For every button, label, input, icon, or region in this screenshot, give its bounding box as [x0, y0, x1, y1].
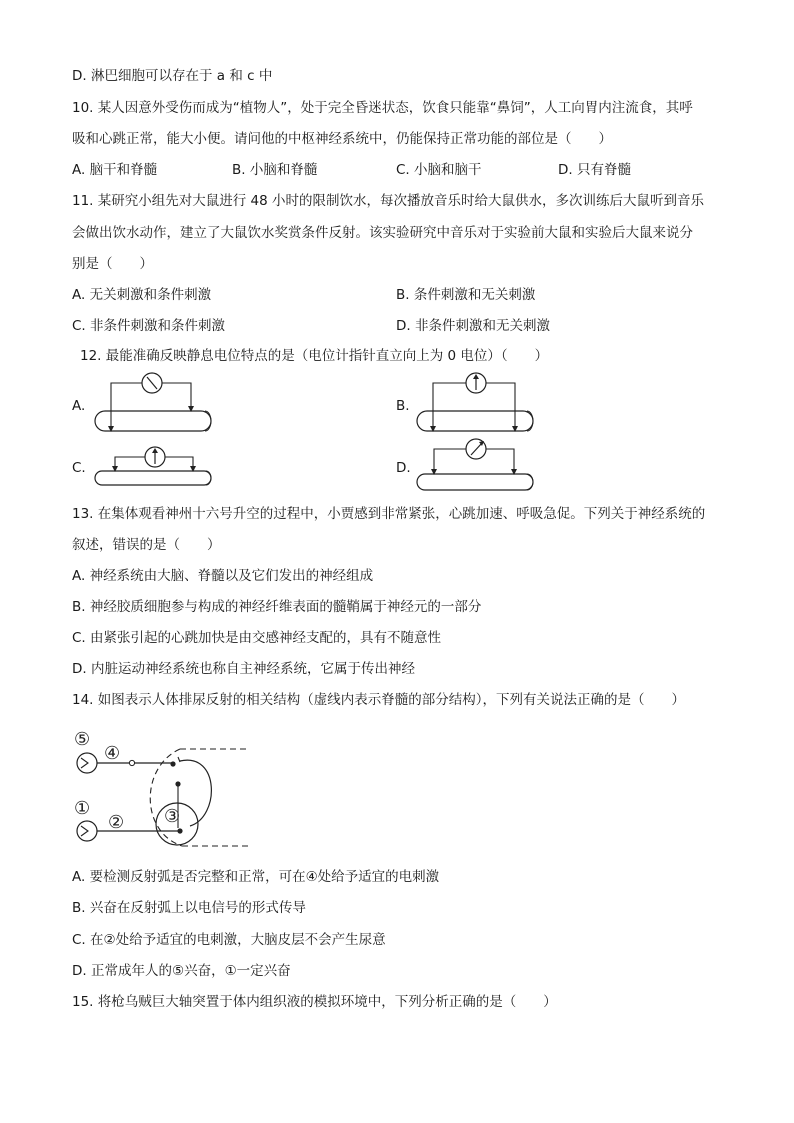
q14-option-c: C. 在②处给予适宜的电刺激，大脑皮层不会产生尿意: [72, 932, 386, 948]
q11-stem-line1: 11. 某研究小组先对大鼠进行 48 小时的限制饮水，每次播放音乐时给大鼠供水，多次训练后大鼠听到音乐: [72, 193, 705, 209]
q12-option-c-diagram: [90, 440, 220, 488]
q10-option-a: A. 脑干和脊髓: [72, 162, 158, 178]
q13-stem-line1: 13. 在集体观看神州十六号升空的过程中，小贾感到非常紧张，心跳加速、呼吸急促。下列关于神经系统的: [72, 506, 706, 522]
q15-stem: 15. 将枪乌贼巨大轴突置于体内组织液的模拟环境中，下列分析正确的是（ ）: [72, 994, 557, 1010]
q11-option-d: D. 非条件刺激和无关刺激: [396, 318, 550, 334]
q12-option-a-label: A.: [72, 398, 86, 414]
q11-stem-line3: 别是（ ）: [72, 256, 153, 272]
q10-option-d: D. 只有脊髓: [558, 162, 631, 178]
q12-option-b-label: B.: [396, 398, 410, 414]
q9-option-d: D. 淋巴细胞可以存在于 a 和 c 中: [72, 68, 273, 84]
q14-label-3: ③: [164, 806, 181, 827]
q14-label-2: ②: [108, 812, 125, 833]
q12-option-d-label: D.: [396, 460, 411, 476]
q14-stem: 14. 如图表示人体排尿反射的相关结构（虚线内表示脊髓的部分结构），下列有关说法正确的是（ ）: [72, 692, 686, 708]
q14-label-4: ④: [104, 743, 121, 764]
q13-option-c: C. 由紧张引起的心跳加快是由交感神经支配的，具有不随意性: [72, 630, 442, 646]
q10-stem-line1: 10. 某人因意外受伤而成为“植物人”，处于完全昏迷状态，饮食只能靠“鼻饲”，人工向胃内注流食，其呼: [72, 100, 693, 116]
q14-option-a: A. 要检测反射弧是否完整和正常，可在④处给予适宜的电刺激: [72, 869, 440, 885]
q12-option-c-label: C.: [72, 460, 86, 476]
q11-stem-line2: 会做出饮水动作，建立了大鼠饮水奖赏条件反射。该实验研究中音乐对于实验前大鼠和实验后大鼠来说分: [72, 225, 693, 241]
q14-option-d: D. 正常成年人的⑤兴奋，①一定兴奋: [72, 963, 291, 979]
q13-stem-line2: 叙述，错误的是（ ）: [72, 537, 221, 553]
q13-option-d: D. 内脏运动神经系统也称自主神经系统，它属于传出神经: [72, 661, 415, 677]
q12-option-a-diagram: [90, 370, 220, 438]
q12-stem: 12. 最能准确反映静息电位特点的是（电位计指针直立向上为 0 电位）（ ）: [80, 348, 549, 364]
q14-label-1: ①: [74, 798, 91, 819]
q10-option-c: C. 小脑和脑干: [396, 162, 482, 178]
q10-option-b: B. 小脑和脊髓: [232, 162, 318, 178]
q13-option-a: A. 神经系统由大脑、脊髓以及它们发出的神经组成: [72, 568, 374, 584]
q10-stem-line2: 吸和心跳正常，能大小便。请问他的中枢神经系统中，仍能保持正常功能的部位是（ ）: [72, 131, 612, 147]
q11-option-c: C. 非条件刺激和条件刺激: [72, 318, 226, 334]
q11-option-b: B. 条件刺激和无关刺激: [396, 287, 536, 303]
q14-option-b: B. 兴奋在反射弧上以电信号的形式传导: [72, 900, 306, 916]
q13-option-b: B. 神经胶质细胞参与构成的神经纤维表面的髓鞘属于神经元的一部分: [72, 599, 482, 615]
q14-label-5: ⑤: [74, 729, 91, 750]
q12-option-b-diagram: [412, 370, 542, 438]
q14-reflex-arc-diagram: [70, 722, 260, 852]
q11-option-a: A. 无关刺激和条件刺激: [72, 287, 212, 303]
q12-option-d-diagram: [412, 436, 542, 494]
